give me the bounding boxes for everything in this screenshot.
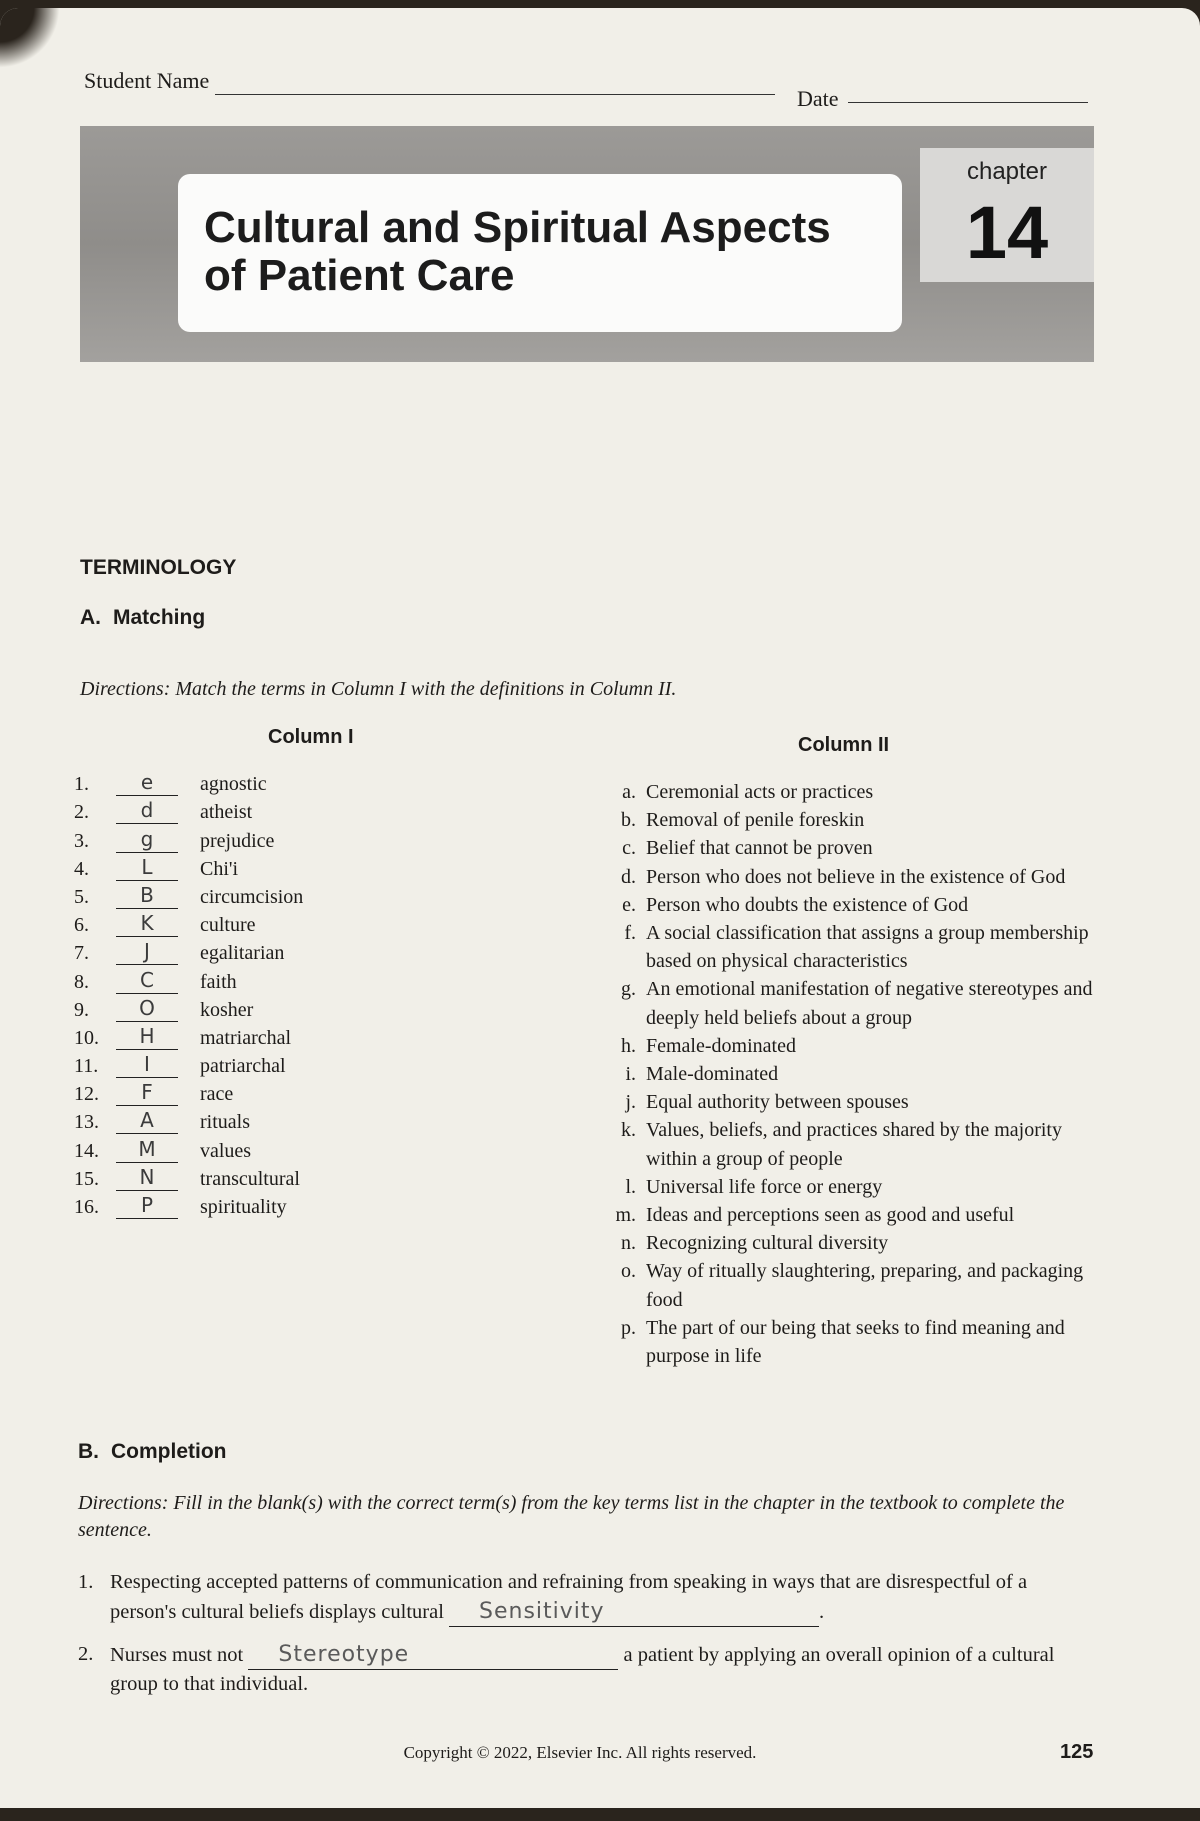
title-box [178, 174, 902, 332]
definition-text: The part of our being that seeks to find meaning and purpose in life [646, 1316, 1065, 1368]
term-row [74, 965, 374, 993]
definition-letter: m. [615, 1204, 636, 1227]
question-1-text: Respecting accepted patterns of communication and refraining from speaking in ways that are disrespectful of a person's cultural beliefs displays cultural [110, 1571, 1028, 1623]
chapter-number-box [920, 148, 1094, 282]
definition-row [600, 919, 1100, 975]
definition-row [600, 1088, 1100, 1116]
term-row [74, 1106, 374, 1134]
term-number: 6. [74, 914, 89, 937]
answer-blank[interactable]: P [116, 1194, 178, 1219]
definition-row [600, 863, 1100, 891]
definition-letter: c. [622, 837, 636, 860]
term-row [74, 768, 374, 796]
matching-directions: Directions: Match the terms in Column I with the definitions in Column II. [80, 678, 677, 700]
matching-heading [80, 606, 205, 630]
question-number: 1. [78, 1571, 94, 1593]
definition-text: Values, beliefs, and practices shared by the majority within a group of people [646, 1119, 1062, 1170]
term-number: 16. [74, 1196, 99, 1218]
column-2-header: Column II [798, 734, 890, 756]
term-label: circumcision [200, 885, 304, 908]
definition-text: Ceremonial acts or practices [646, 781, 874, 803]
answer-blank[interactable]: O [116, 997, 178, 1022]
definition-letter: h. [621, 1034, 636, 1057]
completion-letter: B. [78, 1440, 99, 1463]
answer-blank[interactable]: e [116, 771, 178, 796]
term-number: 11. [74, 1055, 99, 1078]
term-row [74, 853, 374, 881]
term-number: 3. [74, 829, 89, 852]
term-label: culture [200, 914, 256, 937]
term-number: 5. [74, 885, 89, 908]
column-1-header: Column I [268, 726, 354, 748]
definition-text: Universal life force or energy [646, 1175, 883, 1198]
question-2-text-end: a patient by applying an overall opinion of a cultural group to that individual. [110, 1644, 1055, 1695]
definition-row [600, 778, 1100, 806]
answer-blank[interactable]: C [116, 969, 178, 994]
column-1-list [74, 768, 374, 1219]
term-label: patriarchal [200, 1055, 286, 1078]
term-number: 15. [74, 1167, 99, 1190]
student-name-label: Student Name [84, 68, 210, 93]
term-row [74, 1050, 374, 1078]
answer-blank[interactable]: I [116, 1053, 178, 1078]
term-label: race [200, 1083, 234, 1106]
term-label: kosher [200, 998, 254, 1021]
definition-letter: a. [622, 781, 636, 803]
completion-question-2 [78, 1640, 1078, 1699]
definition-letter: o. [621, 1260, 636, 1283]
term-label: matriarchal [200, 1026, 292, 1049]
term-label: egalitarian [200, 942, 285, 965]
workbook-page [0, 8, 1200, 1808]
term-label: faith [200, 970, 237, 993]
definition-row [600, 1314, 1100, 1370]
term-number: 9. [74, 998, 89, 1021]
date-label: Date [797, 86, 839, 111]
definition-row [600, 1032, 1100, 1060]
page-shadow [0, 8, 60, 68]
answer-blank[interactable]: F [116, 1081, 178, 1106]
matching-letter: A. [80, 606, 101, 629]
definition-row [600, 975, 1100, 1031]
question-text [110, 1640, 1078, 1699]
definition-text: Person who does not believe in the existence of God [646, 865, 1066, 888]
term-label: values [200, 1139, 252, 1162]
page-number: 125 [1060, 1741, 1094, 1763]
definition-letter: d. [621, 865, 636, 888]
definition-text: Recognizing cultural diversity [646, 1232, 889, 1255]
term-row [74, 1191, 374, 1219]
definition-row [600, 806, 1100, 834]
chapter-banner [80, 126, 1094, 362]
chapter-number: 14 [965, 191, 1049, 274]
answer-blank[interactable]: J [116, 940, 178, 965]
term-label: rituals [200, 1111, 250, 1134]
answer-blank[interactable]: K [116, 912, 178, 937]
question-1-answer-blank[interactable]: Sensitivity [449, 1597, 819, 1627]
term-row [74, 1078, 374, 1106]
definition-row [600, 1229, 1100, 1257]
answer-blank[interactable]: M [116, 1138, 178, 1163]
definition-row [600, 1060, 1100, 1088]
question-text [110, 1568, 1078, 1627]
definition-row [600, 1201, 1100, 1229]
term-row [74, 824, 374, 852]
term-label: transcultural [200, 1167, 300, 1190]
term-number: 8. [74, 970, 89, 993]
chapter-title [204, 204, 831, 300]
definition-text: Belief that cannot be proven [646, 837, 873, 860]
definition-text: Way of ritually slaughtering, preparing, and packaging food [646, 1260, 1084, 1311]
definition-text: Equal authority between spouses [646, 1091, 909, 1114]
term-label: atheist [200, 801, 253, 824]
definition-row [600, 1173, 1100, 1201]
term-number: 12. [74, 1083, 99, 1106]
definition-letter: b. [621, 809, 636, 832]
definition-text: Person who doubts the existence of God [646, 893, 969, 916]
definition-letter: p. [621, 1316, 636, 1339]
question-1-end: . [819, 1601, 825, 1623]
term-row [74, 1022, 374, 1050]
question-2-text-start: Nurses must not [110, 1644, 244, 1666]
student-name-line [215, 94, 775, 95]
chapter-word: chapter [966, 158, 1048, 185]
term-row [74, 881, 374, 909]
definition-row [600, 834, 1100, 862]
definition-text: Male-dominated [646, 1063, 779, 1086]
term-number: 7. [74, 942, 89, 965]
term-row [74, 796, 374, 824]
matching-title: Matching [113, 606, 206, 629]
term-number: 2. [74, 801, 89, 824]
question-2-answer-blank[interactable]: Stereotype [248, 1640, 618, 1670]
term-row [74, 937, 374, 965]
definition-text: Removal of penile foreskin [646, 809, 865, 832]
definition-row [600, 1116, 1100, 1172]
term-number: 1. [74, 773, 89, 796]
term-row [74, 1134, 374, 1162]
definition-letter: f. [624, 922, 636, 945]
definition-letter: j. [625, 1091, 636, 1114]
term-number: 13. [74, 1111, 99, 1134]
term-number: 10. [74, 1026, 99, 1049]
date-line [848, 102, 1088, 103]
definition-letter: e. [622, 893, 636, 916]
chapter-title-line2: of Patient Care [204, 251, 515, 300]
copyright-notice: Copyright © 2022, Elsevier Inc. All rights reserved. [403, 1743, 757, 1762]
answer-blank[interactable]: B [116, 884, 178, 909]
chapter-title-line1: Cultural and Spiritual Aspects [204, 203, 831, 252]
term-label: agnostic [200, 773, 267, 796]
answer-blank[interactable]: g [116, 828, 178, 853]
term-row [74, 994, 374, 1022]
answer-blank[interactable]: L [116, 856, 178, 881]
term-label: spirituality [200, 1196, 287, 1218]
definition-text: Female-dominated [646, 1034, 796, 1057]
term-number: 4. [74, 857, 89, 880]
definition-row [600, 1257, 1100, 1313]
terminology-heading: TERMINOLOGY [80, 556, 237, 579]
completion-heading [78, 1440, 227, 1464]
answer-blank[interactable]: A [116, 1109, 178, 1134]
term-row [74, 1163, 374, 1191]
term-number: 14. [74, 1139, 99, 1162]
question-number: 2. [78, 1643, 94, 1665]
completion-question-1 [78, 1568, 1078, 1627]
answer-blank[interactable]: H [116, 1025, 178, 1050]
definition-letter: l. [625, 1175, 636, 1198]
definition-row [600, 891, 1100, 919]
term-row [74, 909, 374, 937]
definition-letter: k. [621, 1119, 636, 1142]
completion-title: Completion [111, 1440, 227, 1463]
definition-text: Ideas and perceptions seen as good and useful [646, 1204, 1015, 1227]
definition-letter: n. [621, 1232, 636, 1255]
definition-letter: i. [625, 1063, 636, 1086]
definition-text: A social classification that assigns a group membership based on physical characteristics [646, 922, 1089, 973]
answer-blank[interactable]: d [116, 799, 178, 824]
answer-blank[interactable]: N [116, 1166, 178, 1191]
term-label: prejudice [200, 829, 275, 852]
term-label: Chi'i [200, 857, 239, 880]
completion-directions: Directions: Fill in the blank(s) with the correct term(s) from the key terms list in the chapter in the textbook to complete the sentence. [78, 1492, 1065, 1541]
column-2-list [600, 778, 1100, 1370]
definition-letter: g. [621, 978, 636, 1001]
definition-text: An emotional manifestation of negative stereotypes and deeply held beliefs about a group [646, 978, 1093, 1029]
